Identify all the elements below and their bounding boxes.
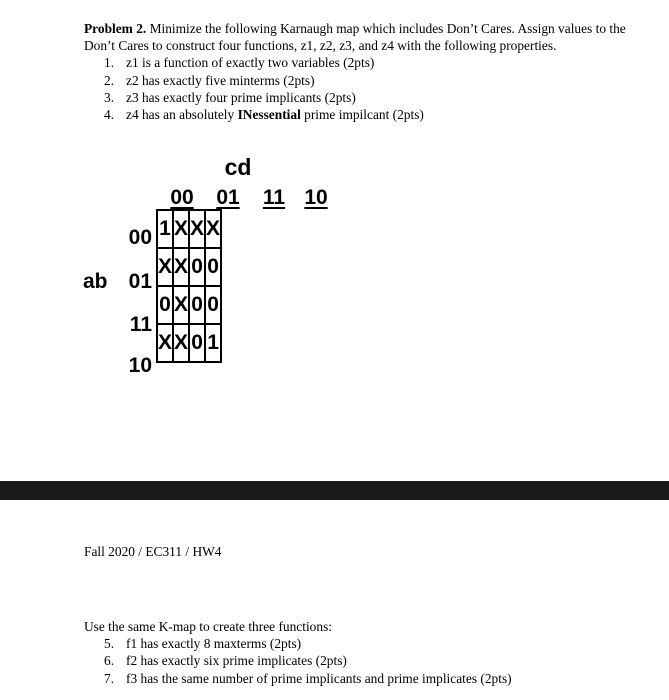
- kmap-row: [157, 324, 221, 362]
- list-item: [84, 652, 644, 669]
- kmap-cell: 0: [157, 286, 173, 324]
- list-item-text: f3 has the same number of prime implicants and prime implicates (2pts): [126, 670, 512, 686]
- kmap-cell: 0: [189, 324, 205, 362]
- kmap-row: [157, 248, 221, 286]
- list-item-text: f1 has exactly 8 maxterms (2pts): [126, 636, 302, 652]
- list-item-number: 3.: [104, 89, 115, 105]
- kmap-cell: 1: [205, 324, 221, 362]
- problem-intro-text: Minimize the following Karnaugh map which includes Don’t Cares. Assign values to the Don’t Cares to construct four functions, z1, z2, z3, and z4 with the following properties.: [84, 21, 626, 54]
- list-item-number: 5.: [104, 636, 115, 652]
- kmap-column-header: 10: [304, 186, 328, 209]
- kmap-row-header: 01: [128, 270, 152, 293]
- kmap-cell: X: [173, 210, 189, 248]
- problem-heading: Problem 2.: [84, 21, 147, 36]
- list-item-number: 4.: [104, 107, 115, 123]
- kmap-cell: 1: [157, 210, 173, 248]
- list-item: [84, 670, 644, 687]
- list-item-number: 7.: [104, 670, 115, 686]
- list-item-text: z3 has exactly four prime implicants (2pts): [126, 89, 356, 105]
- list-item-number: 6.: [104, 653, 115, 669]
- kmap-row: [157, 286, 221, 324]
- list-item-number: 2.: [104, 72, 115, 88]
- kmap-row-header: 00: [128, 226, 152, 249]
- list-item: [84, 54, 644, 71]
- kmap-column-header: 11: [262, 186, 286, 209]
- kmap-row-header: 11: [129, 313, 152, 336]
- list-item: [84, 72, 644, 89]
- kmap-column-header: 01: [216, 186, 240, 209]
- kmap-cell: X: [157, 324, 173, 362]
- kmap-row-variable: ab: [83, 270, 108, 293]
- kmap-column-header: 00: [170, 186, 194, 209]
- second-intro: Use the same K-map to create three functions:: [84, 619, 333, 634]
- problem-intro: [84, 20, 644, 54]
- kmap-cell: 0: [189, 248, 205, 286]
- list-item: [84, 89, 644, 106]
- second-list: [84, 635, 644, 687]
- list-item-text-pre: z4 has an absolutely: [126, 107, 238, 123]
- kmap-cell: X: [173, 324, 189, 362]
- kmap-cell: X: [173, 248, 189, 286]
- kmap-column-variable: cd: [224, 154, 252, 180]
- list-item-text-post: prime impilcant (2pts): [300, 107, 424, 123]
- kmap-cell: X: [157, 248, 173, 286]
- list-item-number: 1.: [104, 55, 115, 71]
- list-item-text: z1 is a function of exactly two variables (2pts): [126, 55, 375, 71]
- list-item-text-bold: INessential: [237, 107, 301, 123]
- kmap-cell: X: [173, 286, 189, 324]
- list-item: [84, 106, 644, 123]
- kmap-cell: X: [205, 210, 221, 248]
- list-item: [84, 635, 644, 652]
- problem-list: [84, 54, 644, 123]
- problem-2-section: [84, 20, 644, 123]
- kmap-cell: X: [189, 210, 205, 248]
- section-divider: [0, 481, 669, 500]
- course-footer: Fall 2020 / EC311 / HW4: [84, 544, 222, 559]
- kmap-cell: 0: [205, 286, 221, 324]
- list-item-text: z2 has exactly five minterms (2pts): [126, 72, 315, 88]
- kmap-row-header: 10: [128, 354, 152, 377]
- list-item-text: f2 has exactly six prime implicates (2pts): [126, 653, 347, 669]
- second-section: [84, 618, 644, 687]
- kmap-cell: 0: [189, 286, 205, 324]
- kmap-cell: 0: [205, 248, 221, 286]
- kmap-row: [157, 210, 221, 248]
- kmap-grid: [156, 209, 222, 363]
